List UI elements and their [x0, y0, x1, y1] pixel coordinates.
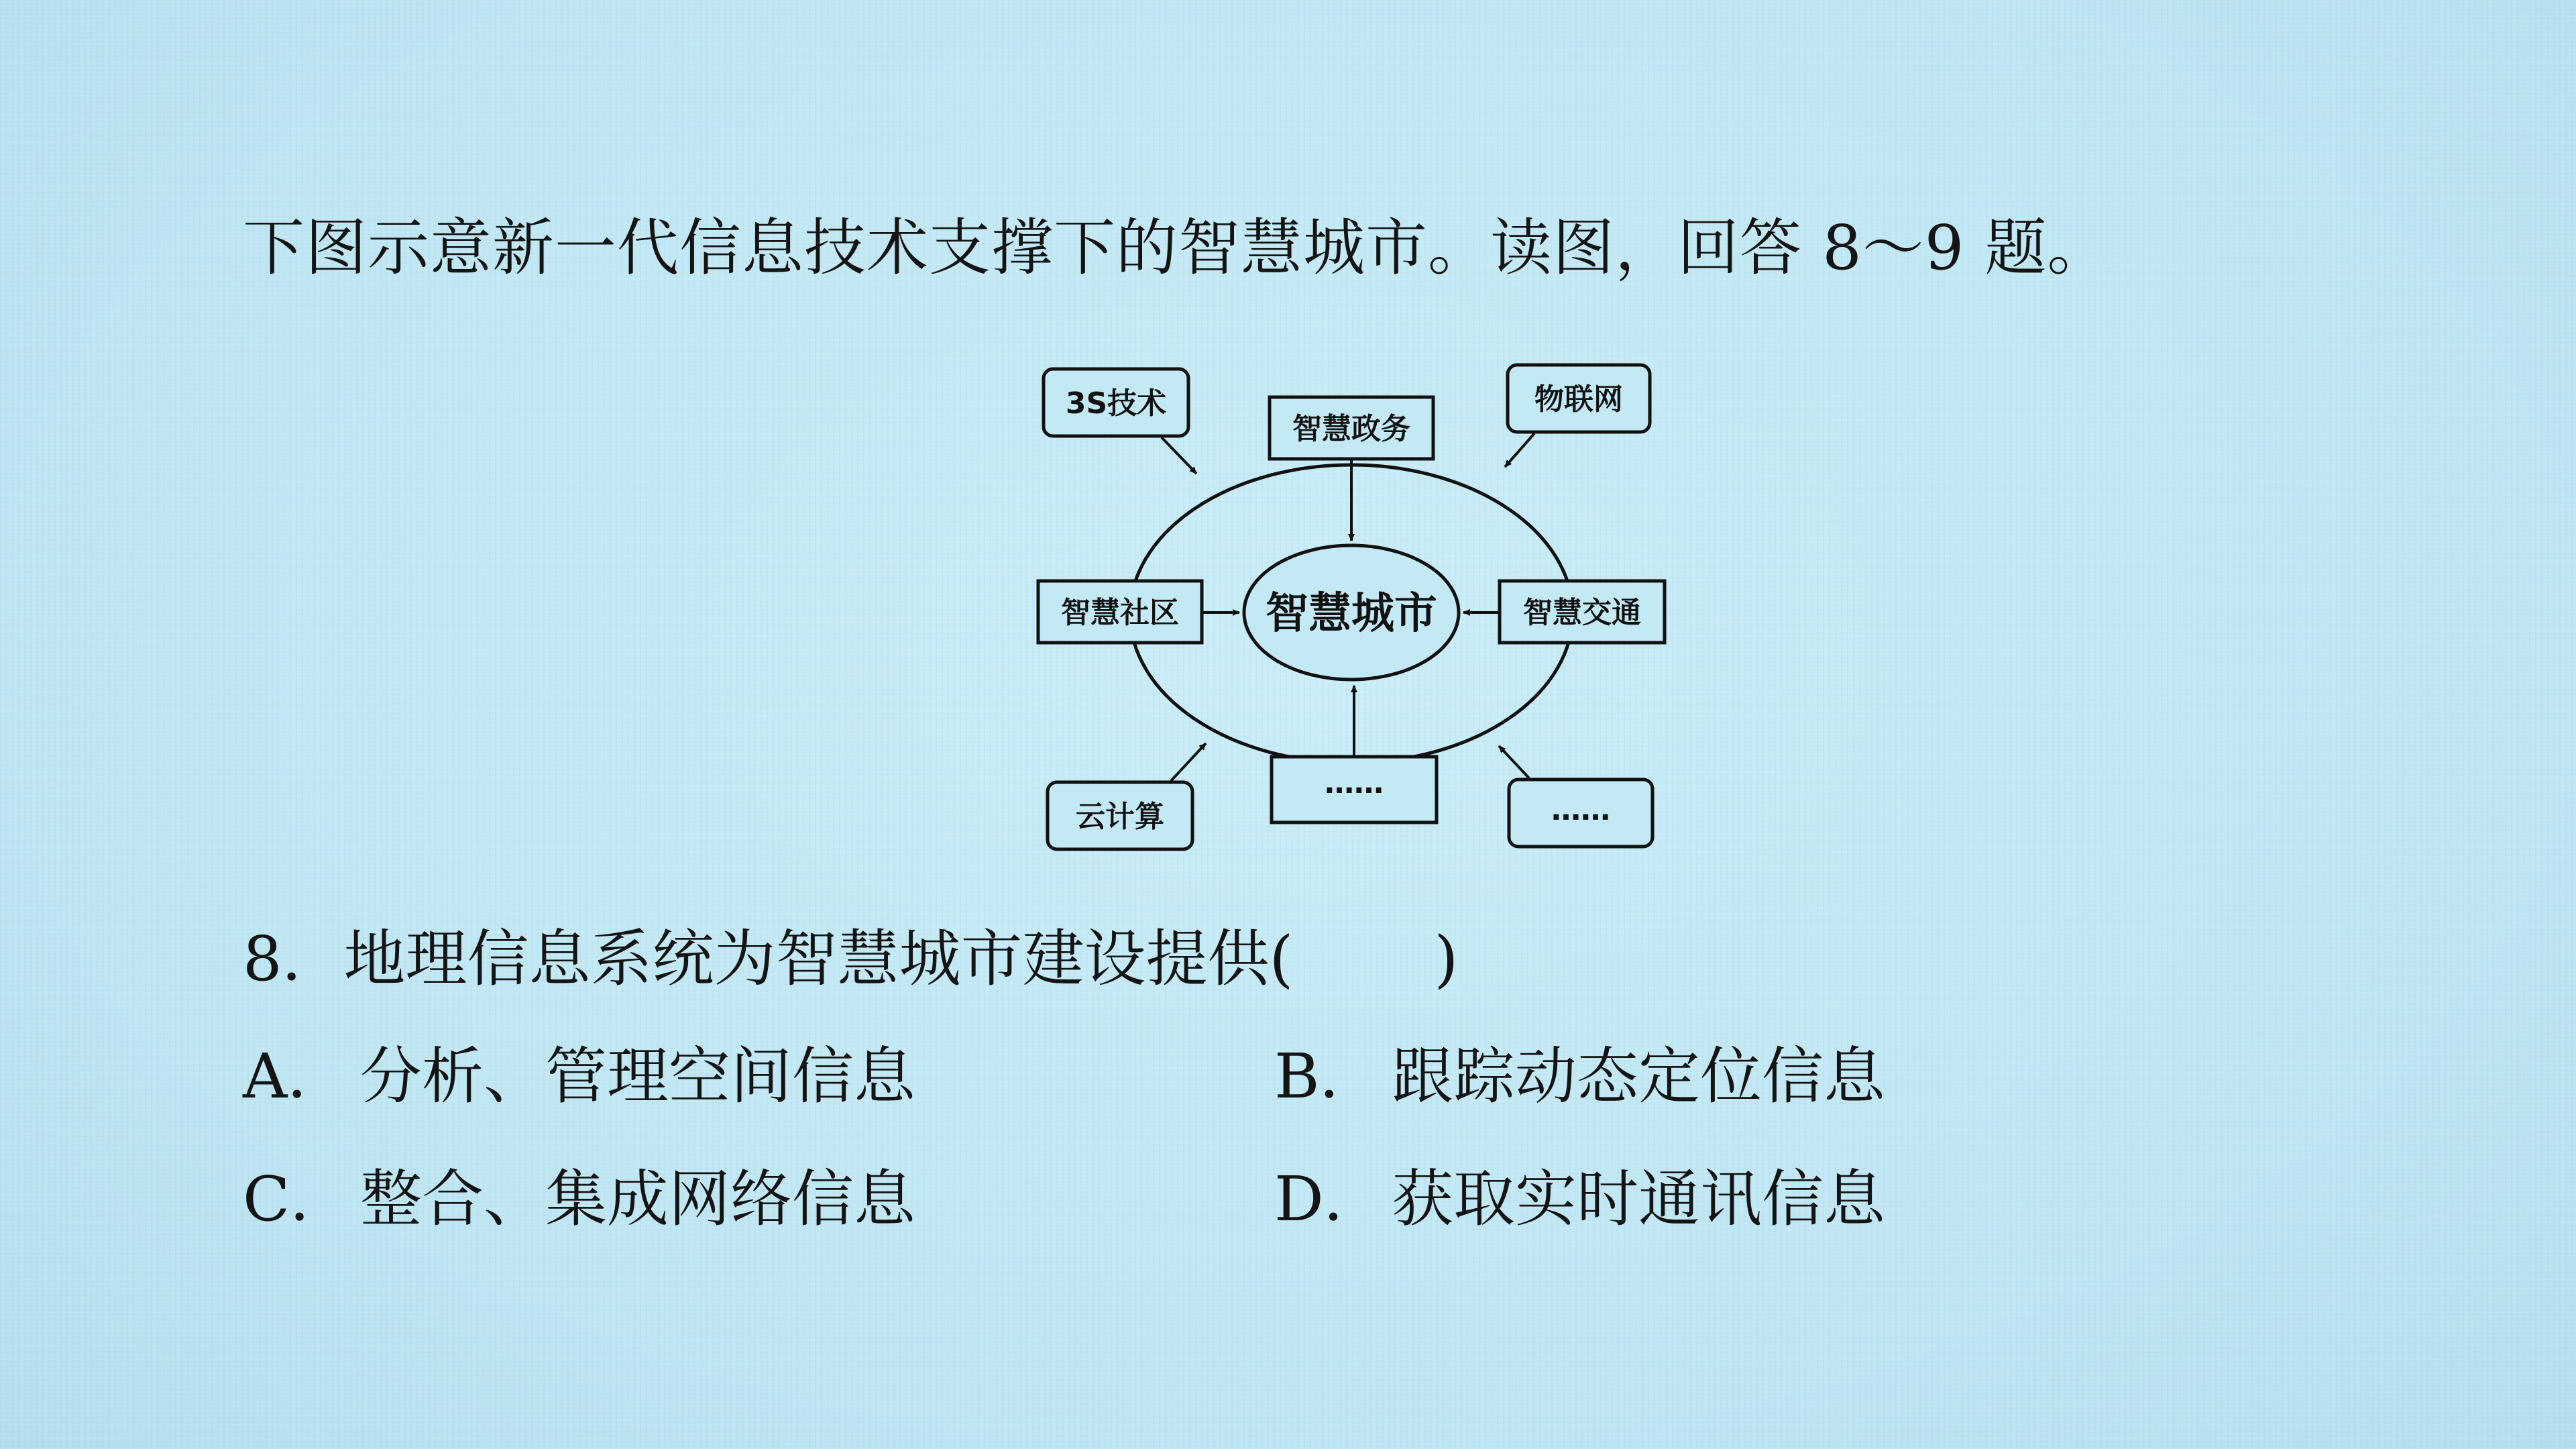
- question-stem: 地理信息系统为智慧城市建设提供(: [343, 923, 1294, 995]
- option-b-letter: B．: [1274, 1040, 1382, 1112]
- option-d-letter: D．: [1274, 1163, 1386, 1235]
- arrow-outer-ellipsis-to-ring: [1499, 746, 1529, 778]
- center-label: 智慧城市: [1266, 589, 1437, 639]
- label-3s-technology: 3S技术: [1065, 386, 1167, 421]
- option-a-text: 分析、管理空间信息: [360, 1040, 916, 1112]
- question-8: [243, 916, 1458, 1003]
- label-smart-transport: 智慧交通: [1523, 596, 1641, 630]
- arrow-3s-to-ring: [1162, 437, 1196, 474]
- label-inner-ellipsis: ……: [1325, 766, 1384, 800]
- arrow-iot-to-ring: [1505, 433, 1534, 467]
- label-cloud-computing: 云计算: [1076, 800, 1164, 834]
- option-d-text: 获取实时通讯信息: [1392, 1163, 1886, 1235]
- option-a[interactable]: [243, 1033, 915, 1120]
- arrow-cloud-to-ring: [1171, 743, 1206, 781]
- option-a-letter: A．: [243, 1040, 349, 1112]
- option-c-text: 整合、集成网络信息: [360, 1163, 916, 1235]
- question-number: 8．: [243, 923, 344, 995]
- diagram-svg: [1026, 356, 1670, 865]
- label-outer-ellipsis: ……: [1551, 793, 1610, 827]
- label-smart-community: 智慧社区: [1061, 596, 1179, 630]
- option-c-letter: C．: [243, 1163, 352, 1235]
- label-internet-of-things: 物联网: [1534, 382, 1623, 417]
- option-c[interactable]: [243, 1156, 915, 1243]
- question-close-paren: ): [1434, 923, 1459, 995]
- option-b[interactable]: [1274, 1033, 1885, 1120]
- smart-city-diagram: [1026, 356, 1670, 865]
- intro-text: 下图示意新一代信息技术支撑下的智慧城市。读图，回答 8～9 题。: [243, 212, 2110, 284]
- option-d[interactable]: [1274, 1156, 1885, 1243]
- option-b-text: 跟踪动态定位信息: [1392, 1040, 1886, 1112]
- label-smart-government: 智慧政务: [1292, 412, 1410, 446]
